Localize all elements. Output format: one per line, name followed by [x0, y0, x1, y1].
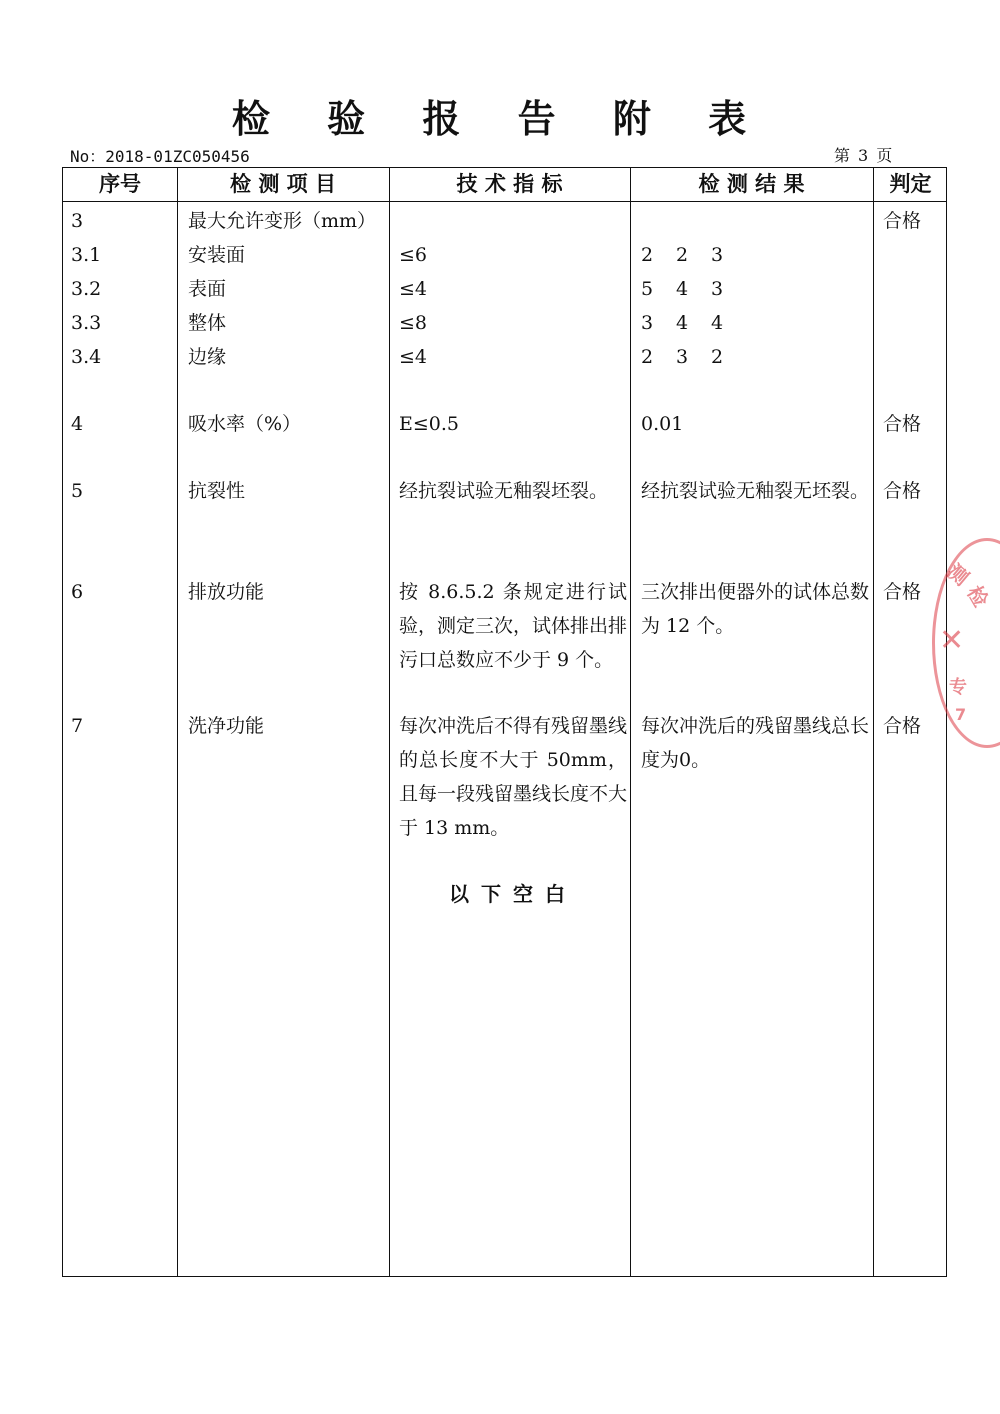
- row-result: [641, 272, 869, 306]
- row-result: 经抗裂试验无釉裂无坯裂。: [641, 480, 870, 502]
- report-title: 检 验 报 告 附 表: [231, 96, 769, 141]
- row-seq: 3.2: [71, 278, 102, 300]
- row-seq: 3: [71, 210, 84, 232]
- result-value: 2: [641, 346, 654, 368]
- page-number: 3: [858, 146, 869, 165]
- row-seq: 3.3: [71, 312, 102, 334]
- row-judge: 合格: [883, 413, 922, 435]
- page-suffix: 页: [876, 146, 893, 165]
- column-divider: [873, 168, 874, 1276]
- row-judge: 合格: [883, 480, 922, 502]
- column-divider: [389, 168, 390, 1276]
- page-indicator: [830, 143, 896, 166]
- report-table: [62, 167, 947, 1277]
- row-item: 整体: [188, 312, 227, 334]
- row-spec: E≤0.5: [399, 413, 460, 435]
- stamp-star-icon: ✕: [939, 623, 965, 658]
- result-value: 3: [711, 244, 724, 266]
- row-result: [641, 238, 869, 272]
- result-value: 3: [641, 312, 654, 334]
- result-value: 5: [641, 278, 654, 300]
- report-number: No：2018-01ZC050456: [70, 147, 250, 166]
- row-result: 0.01: [641, 413, 684, 435]
- row-seq: 7: [71, 715, 84, 737]
- row-item: 安装面: [188, 244, 246, 266]
- header-spec: 技 术 指 标: [456, 172, 563, 196]
- result-value: 4: [711, 312, 724, 334]
- header-divider: [63, 201, 946, 202]
- row-judge: 合格: [883, 210, 922, 232]
- header-seq: 序号: [99, 172, 141, 196]
- row-judge: 合格: [883, 581, 922, 603]
- row-judge: 合格: [883, 715, 922, 737]
- row-spec: ≤4: [399, 346, 428, 368]
- row-item: 边缘: [188, 346, 227, 368]
- row-result: 每次冲洗后的残留墨线总长度为0。: [641, 715, 870, 771]
- stamp-char: 测: [942, 559, 974, 591]
- row-item: 排放功能: [188, 581, 265, 603]
- row-result: [641, 340, 869, 374]
- column-divider: [177, 168, 178, 1276]
- row-seq: 4: [71, 413, 84, 435]
- blank-below-note: 以下空白: [449, 882, 577, 906]
- row-result: [641, 306, 869, 340]
- row-seq: 3.1: [71, 244, 102, 266]
- row-item: 吸水率（%）: [188, 413, 302, 435]
- result-value: 3: [711, 278, 724, 300]
- result-value: 4: [676, 312, 689, 334]
- row-seq: 5: [71, 480, 84, 502]
- result-value: 3: [676, 346, 689, 368]
- row-seq: 3.4: [71, 346, 102, 368]
- result-value: 2: [641, 244, 654, 266]
- stamp-char: 检: [962, 581, 994, 611]
- row-item: 洗净功能: [188, 715, 265, 737]
- row-spec: 每次冲洗后不得有残留墨线的总长度不大于 50mm，且每一段残留墨线长度不大于 13 mm。: [399, 715, 628, 839]
- page-prefix: 第: [834, 146, 851, 165]
- stamp-char: 7: [955, 705, 967, 724]
- row-result: 三次排出便器外的试体总数为 12 个。: [641, 581, 870, 637]
- result-value: 2: [676, 244, 689, 266]
- row-spec: ≤4: [399, 278, 428, 300]
- stamp-char: 专: [949, 677, 967, 698]
- row-seq: 6: [71, 581, 84, 603]
- result-value: 2: [711, 346, 724, 368]
- result-value: 4: [676, 278, 689, 300]
- header-item: 检 测 项 目: [230, 172, 336, 196]
- header-result: 检 测 结 果: [698, 172, 805, 196]
- column-divider: [630, 168, 631, 1276]
- row-spec: ≤6: [399, 244, 428, 266]
- header-judge: 判定: [889, 172, 932, 196]
- row-spec: 经抗裂试验无釉裂坯裂。: [399, 480, 609, 502]
- row-item: 最大允许变形（mm）: [188, 210, 377, 232]
- row-item: 抗裂性: [188, 480, 246, 502]
- row-spec: ≤8: [399, 312, 428, 334]
- row-spec: 按 8.6.5.2 条规定进行试验，测定三次，试体排出排污口总数应不少于 9 个。: [399, 581, 628, 671]
- row-item: 表面: [188, 278, 227, 300]
